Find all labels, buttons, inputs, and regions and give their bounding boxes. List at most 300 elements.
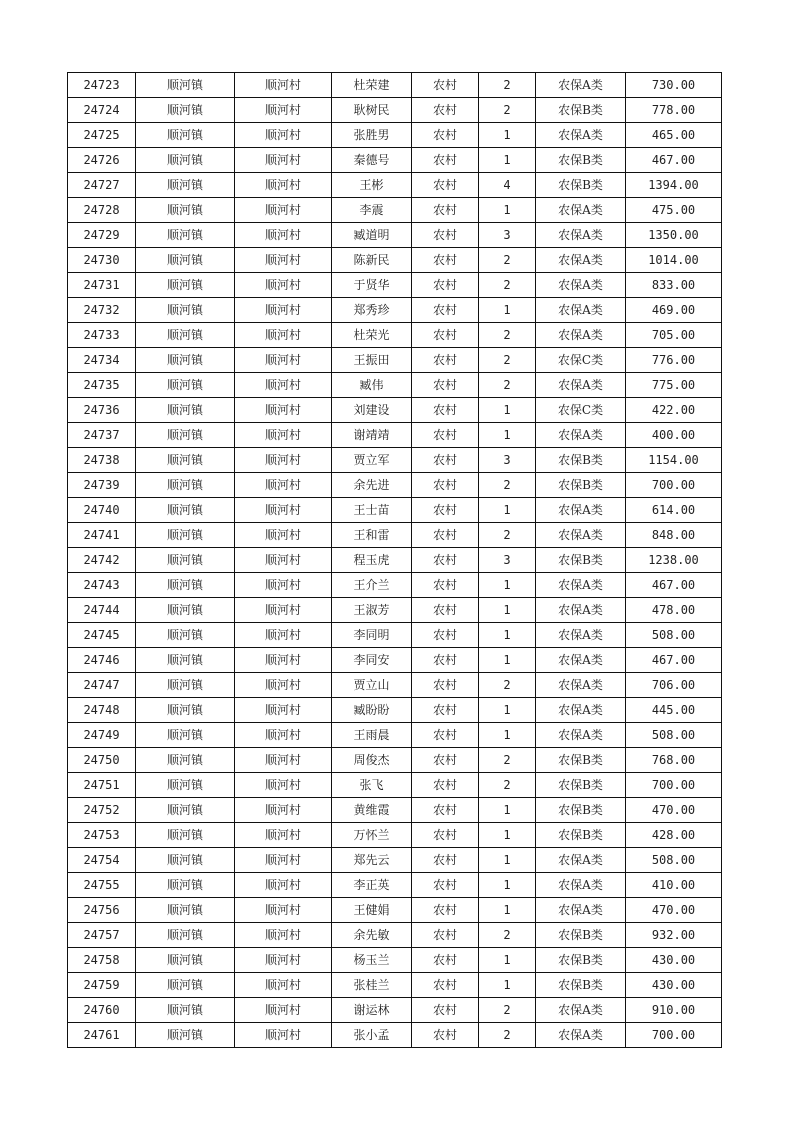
- table-row: [68, 173, 722, 198]
- cell-name: 王淑芳: [332, 598, 412, 623]
- table-row: [68, 548, 722, 573]
- table-row: [68, 848, 722, 873]
- cell-village: 顺河村: [235, 823, 332, 848]
- cell-insurance-category: 农保A类: [536, 73, 626, 98]
- table-row: [68, 273, 722, 298]
- cell-household-size: 2: [479, 323, 536, 348]
- cell-amount: 467.00: [626, 648, 722, 673]
- cell-amount: 470.00: [626, 898, 722, 923]
- cell-household-size: 1: [479, 848, 536, 873]
- cell-household-size: 1: [479, 198, 536, 223]
- cell-amount: 768.00: [626, 748, 722, 773]
- cell-id: 24761: [68, 1023, 136, 1048]
- cell-household-size: 2: [479, 473, 536, 498]
- cell-name: 王雨晨: [332, 723, 412, 748]
- table-row: [68, 73, 722, 98]
- cell-area-type: 农村: [412, 598, 479, 623]
- cell-village: 顺河村: [235, 1023, 332, 1048]
- cell-amount: 706.00: [626, 673, 722, 698]
- cell-id: 24737: [68, 423, 136, 448]
- cell-amount: 932.00: [626, 923, 722, 948]
- cell-town: 顺河镇: [136, 898, 235, 923]
- cell-area-type: 农村: [412, 873, 479, 898]
- cell-name: 秦德号: [332, 148, 412, 173]
- cell-id: 24739: [68, 473, 136, 498]
- cell-amount: 470.00: [626, 798, 722, 823]
- table-row: [68, 398, 722, 423]
- cell-area-type: 农村: [412, 198, 479, 223]
- cell-name: 谢靖靖: [332, 423, 412, 448]
- cell-town: 顺河镇: [136, 73, 235, 98]
- cell-insurance-category: 农保A类: [536, 898, 626, 923]
- cell-area-type: 农村: [412, 898, 479, 923]
- cell-town: 顺河镇: [136, 873, 235, 898]
- table-row: [68, 648, 722, 673]
- cell-insurance-category: 农保A类: [536, 123, 626, 148]
- cell-insurance-category: 农保A类: [536, 573, 626, 598]
- cell-id: 24748: [68, 698, 136, 723]
- cell-town: 顺河镇: [136, 573, 235, 598]
- cell-insurance-category: 农保B类: [536, 948, 626, 973]
- cell-town: 顺河镇: [136, 798, 235, 823]
- cell-household-size: 1: [479, 498, 536, 523]
- cell-amount: 422.00: [626, 398, 722, 423]
- cell-id: 24724: [68, 98, 136, 123]
- cell-insurance-category: 农保C类: [536, 348, 626, 373]
- cell-village: 顺河村: [235, 198, 332, 223]
- cell-insurance-category: 农保B类: [536, 923, 626, 948]
- cell-village: 顺河村: [235, 348, 332, 373]
- cell-amount: 910.00: [626, 998, 722, 1023]
- cell-insurance-category: 农保C类: [536, 398, 626, 423]
- cell-id: 24747: [68, 673, 136, 698]
- cell-name: 郑先云: [332, 848, 412, 873]
- cell-name: 刘建设: [332, 398, 412, 423]
- table-row: [68, 98, 722, 123]
- cell-id: 24738: [68, 448, 136, 473]
- cell-id: 24735: [68, 373, 136, 398]
- cell-area-type: 农村: [412, 98, 479, 123]
- table-row: [68, 448, 722, 473]
- table-row: [68, 423, 722, 448]
- cell-town: 顺河镇: [136, 923, 235, 948]
- cell-village: 顺河村: [235, 623, 332, 648]
- cell-insurance-category: 农保A类: [536, 223, 626, 248]
- cell-town: 顺河镇: [136, 723, 235, 748]
- cell-village: 顺河村: [235, 798, 332, 823]
- cell-village: 顺河村: [235, 698, 332, 723]
- cell-area-type: 农村: [412, 698, 479, 723]
- cell-household-size: 1: [479, 398, 536, 423]
- cell-amount: 469.00: [626, 298, 722, 323]
- cell-insurance-category: 农保A类: [536, 648, 626, 673]
- cell-name: 张桂兰: [332, 973, 412, 998]
- cell-village: 顺河村: [235, 98, 332, 123]
- cell-name: 杜荣建: [332, 73, 412, 98]
- cell-area-type: 农村: [412, 548, 479, 573]
- cell-village: 顺河村: [235, 773, 332, 798]
- cell-town: 顺河镇: [136, 398, 235, 423]
- cell-amount: 410.00: [626, 873, 722, 898]
- cell-id: 24742: [68, 548, 136, 573]
- cell-amount: 428.00: [626, 823, 722, 848]
- cell-town: 顺河镇: [136, 223, 235, 248]
- table-row: [68, 898, 722, 923]
- cell-id: 24757: [68, 923, 136, 948]
- cell-insurance-category: 农保A类: [536, 673, 626, 698]
- cell-insurance-category: 农保A类: [536, 623, 626, 648]
- cell-insurance-category: 农保B类: [536, 773, 626, 798]
- cell-area-type: 农村: [412, 373, 479, 398]
- table-row: [68, 698, 722, 723]
- cell-amount: 776.00: [626, 348, 722, 373]
- cell-name: 谢运林: [332, 998, 412, 1023]
- cell-id: 24754: [68, 848, 136, 873]
- cell-village: 顺河村: [235, 648, 332, 673]
- cell-area-type: 农村: [412, 623, 479, 648]
- table-row: [68, 298, 722, 323]
- cell-id: 24750: [68, 748, 136, 773]
- cell-household-size: 1: [479, 423, 536, 448]
- cell-insurance-category: 农保A类: [536, 723, 626, 748]
- cell-name: 张小孟: [332, 1023, 412, 1048]
- cell-id: 24741: [68, 523, 136, 548]
- cell-town: 顺河镇: [136, 148, 235, 173]
- cell-town: 顺河镇: [136, 123, 235, 148]
- cell-town: 顺河镇: [136, 848, 235, 873]
- cell-area-type: 农村: [412, 473, 479, 498]
- cell-household-size: 2: [479, 248, 536, 273]
- cell-household-size: 1: [479, 298, 536, 323]
- cell-amount: 478.00: [626, 598, 722, 623]
- table-row: [68, 348, 722, 373]
- cell-village: 顺河村: [235, 848, 332, 873]
- cell-town: 顺河镇: [136, 248, 235, 273]
- cell-amount: 465.00: [626, 123, 722, 148]
- cell-village: 顺河村: [235, 373, 332, 398]
- cell-name: 万怀兰: [332, 823, 412, 848]
- records-table: [67, 72, 722, 1048]
- cell-amount: 430.00: [626, 948, 722, 973]
- cell-area-type: 农村: [412, 498, 479, 523]
- cell-name: 陈新民: [332, 248, 412, 273]
- cell-name: 臧道明: [332, 223, 412, 248]
- cell-name: 李同明: [332, 623, 412, 648]
- cell-area-type: 农村: [412, 323, 479, 348]
- cell-insurance-category: 农保B类: [536, 173, 626, 198]
- cell-area-type: 农村: [412, 723, 479, 748]
- cell-amount: 778.00: [626, 98, 722, 123]
- cell-id: 24723: [68, 73, 136, 98]
- cell-household-size: 2: [479, 998, 536, 1023]
- cell-town: 顺河镇: [136, 648, 235, 673]
- table-row: [68, 148, 722, 173]
- cell-household-size: 2: [479, 348, 536, 373]
- cell-area-type: 农村: [412, 673, 479, 698]
- cell-household-size: 3: [479, 448, 536, 473]
- table-row: [68, 973, 722, 998]
- cell-id: 24751: [68, 773, 136, 798]
- cell-name: 贾立军: [332, 448, 412, 473]
- cell-name: 周俊杰: [332, 748, 412, 773]
- cell-amount: 508.00: [626, 848, 722, 873]
- cell-town: 顺河镇: [136, 598, 235, 623]
- cell-town: 顺河镇: [136, 323, 235, 348]
- cell-town: 顺河镇: [136, 498, 235, 523]
- cell-household-size: 1: [479, 123, 536, 148]
- table-row: [68, 623, 722, 648]
- cell-household-size: 1: [479, 698, 536, 723]
- cell-town: 顺河镇: [136, 948, 235, 973]
- cell-household-size: 1: [479, 873, 536, 898]
- cell-amount: 730.00: [626, 73, 722, 98]
- cell-id: 24736: [68, 398, 136, 423]
- cell-insurance-category: 农保A类: [536, 598, 626, 623]
- cell-id: 24727: [68, 173, 136, 198]
- cell-name: 于贤华: [332, 273, 412, 298]
- cell-village: 顺河村: [235, 273, 332, 298]
- cell-name: 贾立山: [332, 673, 412, 698]
- table-row: [68, 673, 722, 698]
- cell-town: 顺河镇: [136, 448, 235, 473]
- cell-household-size: 1: [479, 973, 536, 998]
- cell-id: 24743: [68, 573, 136, 598]
- cell-area-type: 农村: [412, 298, 479, 323]
- cell-amount: 700.00: [626, 773, 722, 798]
- cell-town: 顺河镇: [136, 623, 235, 648]
- cell-town: 顺河镇: [136, 298, 235, 323]
- cell-area-type: 农村: [412, 73, 479, 98]
- cell-name: 王士苗: [332, 498, 412, 523]
- table-body: [68, 73, 722, 1048]
- cell-village: 顺河村: [235, 898, 332, 923]
- cell-insurance-category: 农保A类: [536, 698, 626, 723]
- cell-id: 24745: [68, 623, 136, 648]
- cell-village: 顺河村: [235, 248, 332, 273]
- cell-id: 24729: [68, 223, 136, 248]
- cell-village: 顺河村: [235, 148, 332, 173]
- cell-area-type: 农村: [412, 748, 479, 773]
- table-row: [68, 473, 722, 498]
- cell-town: 顺河镇: [136, 173, 235, 198]
- cell-village: 顺河村: [235, 398, 332, 423]
- cell-area-type: 农村: [412, 648, 479, 673]
- cell-town: 顺河镇: [136, 773, 235, 798]
- cell-name: 耿树民: [332, 98, 412, 123]
- cell-household-size: 2: [479, 773, 536, 798]
- cell-area-type: 农村: [412, 348, 479, 373]
- cell-area-type: 农村: [412, 848, 479, 873]
- cell-insurance-category: 农保B类: [536, 548, 626, 573]
- cell-amount: 700.00: [626, 1023, 722, 1048]
- cell-id: 24728: [68, 198, 136, 223]
- cell-name: 王和雷: [332, 523, 412, 548]
- cell-id: 24731: [68, 273, 136, 298]
- cell-name: 余先进: [332, 473, 412, 498]
- cell-name: 程玉虎: [332, 548, 412, 573]
- table-row: [68, 498, 722, 523]
- table-row: [68, 248, 722, 273]
- cell-household-size: 1: [479, 623, 536, 648]
- cell-amount: 475.00: [626, 198, 722, 223]
- cell-village: 顺河村: [235, 423, 332, 448]
- cell-insurance-category: 农保B类: [536, 448, 626, 473]
- cell-insurance-category: 农保A类: [536, 248, 626, 273]
- cell-amount: 1350.00: [626, 223, 722, 248]
- cell-household-size: 2: [479, 673, 536, 698]
- cell-amount: 614.00: [626, 498, 722, 523]
- cell-id: 24730: [68, 248, 136, 273]
- table-row: [68, 998, 722, 1023]
- cell-amount: 1394.00: [626, 173, 722, 198]
- cell-insurance-category: 农保A类: [536, 873, 626, 898]
- cell-village: 顺河村: [235, 598, 332, 623]
- cell-insurance-category: 农保A类: [536, 423, 626, 448]
- cell-insurance-category: 农保B类: [536, 148, 626, 173]
- cell-amount: 467.00: [626, 573, 722, 598]
- cell-household-size: 2: [479, 98, 536, 123]
- cell-id: 24749: [68, 723, 136, 748]
- table-row: [68, 123, 722, 148]
- table-row: [68, 823, 722, 848]
- cell-area-type: 农村: [412, 823, 479, 848]
- cell-village: 顺河村: [235, 998, 332, 1023]
- cell-village: 顺河村: [235, 73, 332, 98]
- cell-town: 顺河镇: [136, 373, 235, 398]
- cell-area-type: 农村: [412, 973, 479, 998]
- cell-name: 王介兰: [332, 573, 412, 598]
- cell-name: 黄维霞: [332, 798, 412, 823]
- cell-village: 顺河村: [235, 323, 332, 348]
- cell-village: 顺河村: [235, 548, 332, 573]
- cell-name: 余先敏: [332, 923, 412, 948]
- cell-area-type: 农村: [412, 1023, 479, 1048]
- cell-id: 24752: [68, 798, 136, 823]
- cell-area-type: 农村: [412, 148, 479, 173]
- cell-insurance-category: 农保A类: [536, 1023, 626, 1048]
- cell-name: 张飞: [332, 773, 412, 798]
- cell-town: 顺河镇: [136, 998, 235, 1023]
- cell-amount: 430.00: [626, 973, 722, 998]
- cell-area-type: 农村: [412, 448, 479, 473]
- cell-village: 顺河村: [235, 873, 332, 898]
- cell-household-size: 2: [479, 1023, 536, 1048]
- cell-area-type: 农村: [412, 798, 479, 823]
- cell-amount: 400.00: [626, 423, 722, 448]
- cell-name: 郑秀珍: [332, 298, 412, 323]
- cell-insurance-category: 农保B类: [536, 798, 626, 823]
- cell-name: 臧盼盼: [332, 698, 412, 723]
- cell-household-size: 2: [479, 273, 536, 298]
- cell-area-type: 农村: [412, 998, 479, 1023]
- cell-area-type: 农村: [412, 273, 479, 298]
- cell-amount: 705.00: [626, 323, 722, 348]
- cell-area-type: 农村: [412, 773, 479, 798]
- cell-household-size: 2: [479, 923, 536, 948]
- cell-id: 24756: [68, 898, 136, 923]
- cell-name: 臧伟: [332, 373, 412, 398]
- cell-amount: 508.00: [626, 623, 722, 648]
- cell-village: 顺河村: [235, 523, 332, 548]
- cell-village: 顺河村: [235, 573, 332, 598]
- cell-household-size: 1: [479, 898, 536, 923]
- table-row: [68, 598, 722, 623]
- cell-name: 李同安: [332, 648, 412, 673]
- cell-id: 24732: [68, 298, 136, 323]
- cell-id: 24753: [68, 823, 136, 848]
- cell-household-size: 4: [479, 173, 536, 198]
- cell-area-type: 农村: [412, 423, 479, 448]
- cell-town: 顺河镇: [136, 98, 235, 123]
- cell-name: 王健娟: [332, 898, 412, 923]
- cell-insurance-category: 农保A类: [536, 323, 626, 348]
- cell-id: 24758: [68, 948, 136, 973]
- cell-village: 顺河村: [235, 473, 332, 498]
- cell-insurance-category: 农保A类: [536, 498, 626, 523]
- cell-insurance-category: 农保A类: [536, 373, 626, 398]
- table-row: [68, 873, 722, 898]
- cell-insurance-category: 农保B类: [536, 823, 626, 848]
- cell-town: 顺河镇: [136, 348, 235, 373]
- cell-town: 顺河镇: [136, 1023, 235, 1048]
- cell-household-size: 1: [479, 573, 536, 598]
- table-row: [68, 723, 722, 748]
- table-row: [68, 923, 722, 948]
- cell-area-type: 农村: [412, 948, 479, 973]
- cell-area-type: 农村: [412, 223, 479, 248]
- cell-village: 顺河村: [235, 173, 332, 198]
- cell-household-size: 2: [479, 373, 536, 398]
- cell-id: 24744: [68, 598, 136, 623]
- cell-household-size: 1: [479, 648, 536, 673]
- cell-id: 24725: [68, 123, 136, 148]
- cell-insurance-category: 农保A类: [536, 198, 626, 223]
- cell-household-size: 2: [479, 73, 536, 98]
- cell-household-size: 3: [479, 548, 536, 573]
- cell-id: 24746: [68, 648, 136, 673]
- cell-town: 顺河镇: [136, 198, 235, 223]
- cell-amount: 1154.00: [626, 448, 722, 473]
- cell-amount: 1238.00: [626, 548, 722, 573]
- cell-area-type: 农村: [412, 248, 479, 273]
- cell-town: 顺河镇: [136, 748, 235, 773]
- cell-household-size: 1: [479, 798, 536, 823]
- cell-village: 顺河村: [235, 498, 332, 523]
- cell-name: 张胜男: [332, 123, 412, 148]
- cell-area-type: 农村: [412, 523, 479, 548]
- cell-id: 24760: [68, 998, 136, 1023]
- cell-insurance-category: 农保A类: [536, 998, 626, 1023]
- cell-town: 顺河镇: [136, 673, 235, 698]
- cell-amount: 848.00: [626, 523, 722, 548]
- cell-insurance-category: 农保A类: [536, 523, 626, 548]
- table-row: [68, 773, 722, 798]
- cell-id: 24759: [68, 973, 136, 998]
- cell-id: 24726: [68, 148, 136, 173]
- cell-town: 顺河镇: [136, 273, 235, 298]
- cell-village: 顺河村: [235, 723, 332, 748]
- cell-household-size: 2: [479, 748, 536, 773]
- cell-id: 24740: [68, 498, 136, 523]
- cell-town: 顺河镇: [136, 823, 235, 848]
- cell-name: 王彬: [332, 173, 412, 198]
- table-row: [68, 223, 722, 248]
- cell-town: 顺河镇: [136, 548, 235, 573]
- cell-area-type: 农村: [412, 573, 479, 598]
- cell-amount: 1014.00: [626, 248, 722, 273]
- table-row: [68, 198, 722, 223]
- cell-amount: 833.00: [626, 273, 722, 298]
